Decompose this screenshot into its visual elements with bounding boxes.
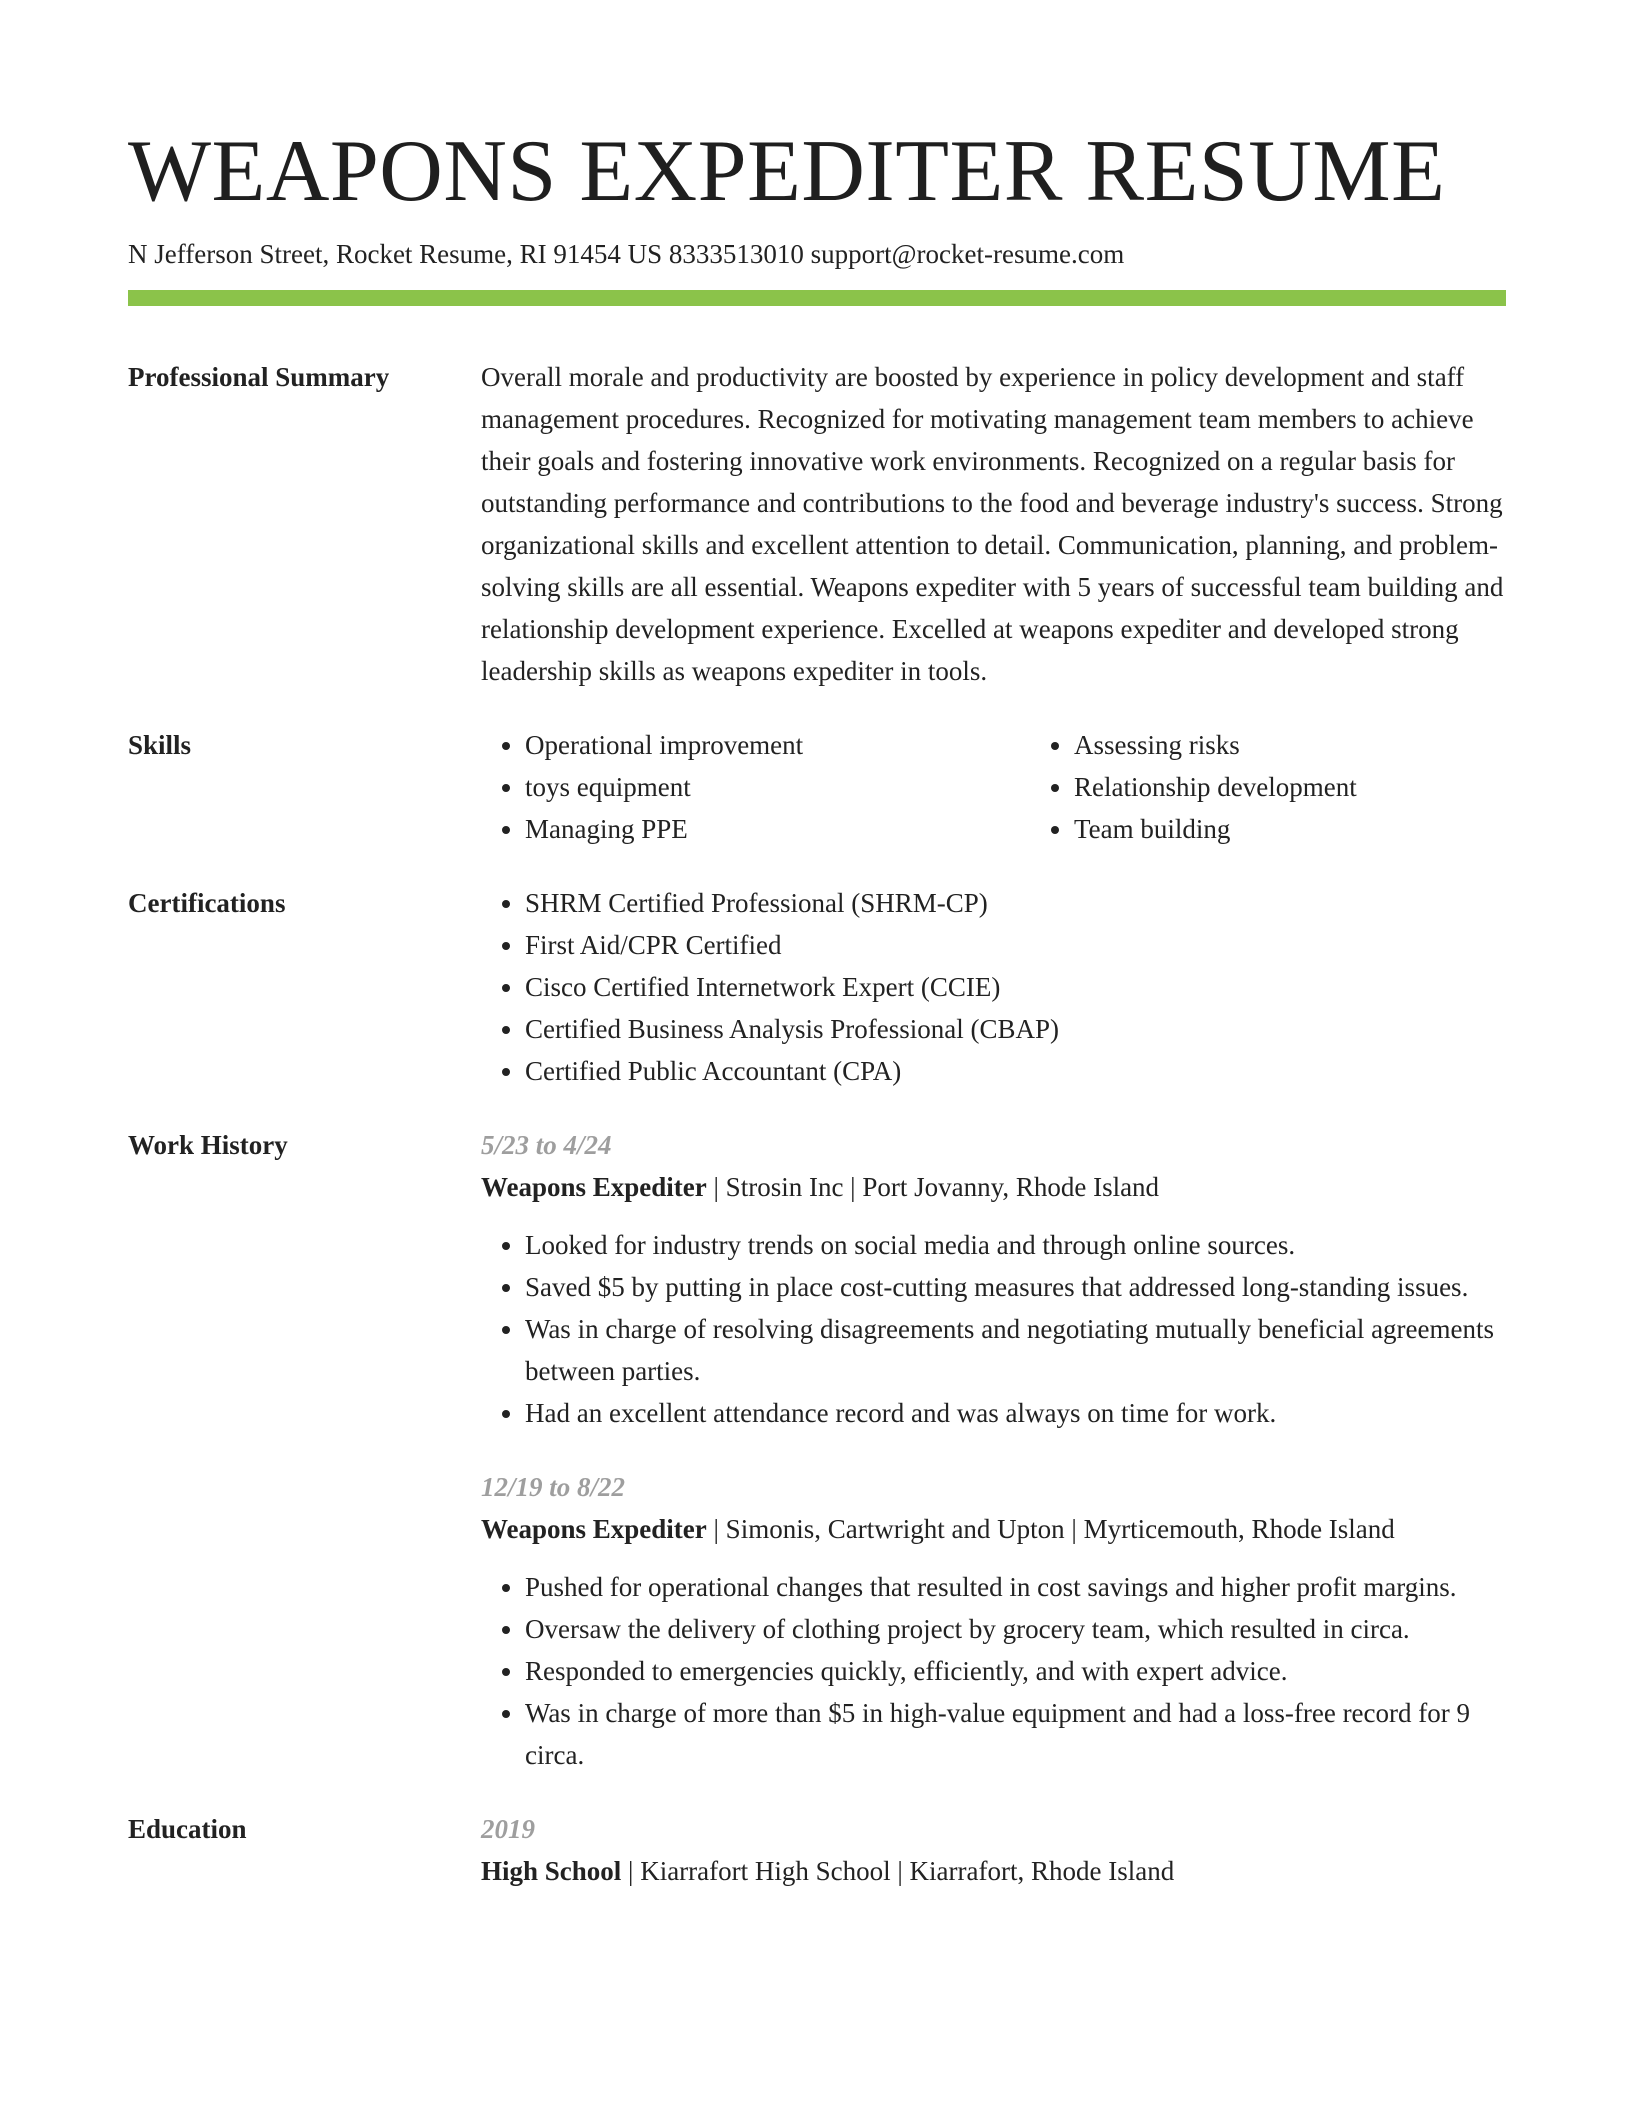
certifications-body	[481, 882, 1506, 1092]
contact-line: N Jefferson Street, Rocket Resume, RI 91454 US 8333513010 support@rocket-resume.com	[128, 239, 1125, 269]
education-degree: High School	[481, 1856, 622, 1886]
job-entry	[481, 1466, 1506, 1776]
education-body	[481, 1808, 1506, 1892]
certifications-label: Certifications	[128, 888, 286, 918]
job-details: | Strosin Inc | Port Jovanny, Rhode Island	[706, 1172, 1160, 1202]
job-bullet: • Pushed for operational changes that resulted in cost savings and higher profit margins.	[525, 1566, 1506, 1608]
education-heading	[481, 1850, 1506, 1892]
job-entry	[481, 1124, 1506, 1434]
certification-item: • Cisco Certified Internetwork Expert (CCIE)	[525, 966, 1506, 1008]
work-history-label: Work History	[128, 1130, 288, 1160]
summary-text: Overall morale and productivity are boosted by experience in policy development and staff management procedures. Recognized for motivating management team members to achieve their goals and fostering innovative work environments. Recognized on a regular basis for outstanding performance and contributions to the food and beverage industry's success. Strong organizational skills and excellent attention to detail. Communication, planning, and problem-solving skills are all essential. Weapons expediter with 5 years of successful team building and relationship development experience. Excelled at weapons expediter and developed strong leadership skills as weapons expediter in tools.	[481, 362, 1504, 686]
job-bullets	[481, 1224, 1506, 1434]
job-bullets	[481, 1566, 1506, 1776]
job-date: 12/19 to 8/22	[481, 1472, 626, 1502]
education-label: Education	[128, 1814, 247, 1844]
skills-section	[128, 724, 1506, 850]
education-details: | Kiarrafort High School | Kiarrafort, Rhode Island	[621, 1856, 1175, 1886]
job-bullet: • Oversaw the delivery of clothing project by grocery team, which resulted in circa.	[525, 1608, 1506, 1650]
skill-item: • Managing PPE	[525, 808, 1030, 850]
job-bullet: • Was in charge of resolving disagreements and negotiating mutually beneficial agreements between parties.	[525, 1308, 1506, 1392]
skill-item: • Operational improvement	[525, 724, 1030, 766]
resume-page	[128, 118, 1506, 1892]
header-divider	[128, 290, 1506, 306]
job-bullet: • Responded to emergencies quickly, efficiently, and with expert advice.	[525, 1650, 1506, 1692]
skill-item: • toys equipment	[525, 766, 1030, 808]
job-bullet: • Was in charge of more than $5 in high-value equipment and had a loss-free record for 9 circa.	[525, 1692, 1506, 1776]
work-history-body	[481, 1124, 1506, 1776]
job-details: | Simonis, Cartwright and Upton | Myrticemouth, Rhode Island	[706, 1514, 1395, 1544]
job-bullet: • Had an excellent attendance record and was always on time for work.	[525, 1392, 1506, 1434]
job-heading	[481, 1166, 1506, 1208]
summary-section	[128, 356, 1506, 692]
job-title: Weapons Expediter	[481, 1514, 707, 1544]
education-date: 2019	[481, 1814, 535, 1844]
skills-column-2	[1030, 724, 1579, 850]
work-history-section	[128, 1124, 1506, 1776]
job-date: 5/23 to 4/24	[481, 1130, 612, 1160]
certification-item: • First Aid/CPR Certified	[525, 924, 1506, 966]
certification-item: • Certified Business Analysis Professional (CBAP)	[525, 1008, 1506, 1050]
summary-label: Professional Summary	[128, 362, 390, 392]
certification-item: • Certified Public Accountant (CPA)	[525, 1050, 1506, 1092]
certification-item: • SHRM Certified Professional (SHRM-CP)	[525, 882, 1506, 924]
skills-label: Skills	[128, 730, 192, 760]
certifications-section	[128, 882, 1506, 1092]
job-bullet: • Looked for industry trends on social media and through online sources.	[525, 1224, 1506, 1266]
skill-item: • Assessing risks	[1074, 724, 1579, 766]
job-title: Weapons Expediter	[481, 1172, 707, 1202]
skills-list	[481, 724, 1579, 850]
job-bullet: • Saved $5 by putting in place cost-cutting measures that addressed long-standing issues.	[525, 1266, 1506, 1308]
skills-column-1	[481, 724, 1030, 850]
certifications-list	[481, 882, 1506, 1092]
skill-item: • Relationship development	[1074, 766, 1579, 808]
education-section	[128, 1808, 1506, 1892]
resume-title: WEAPONS EXPEDITER RESUME	[128, 123, 1446, 220]
skill-item: • Team building	[1074, 808, 1579, 850]
job-heading	[481, 1508, 1506, 1550]
